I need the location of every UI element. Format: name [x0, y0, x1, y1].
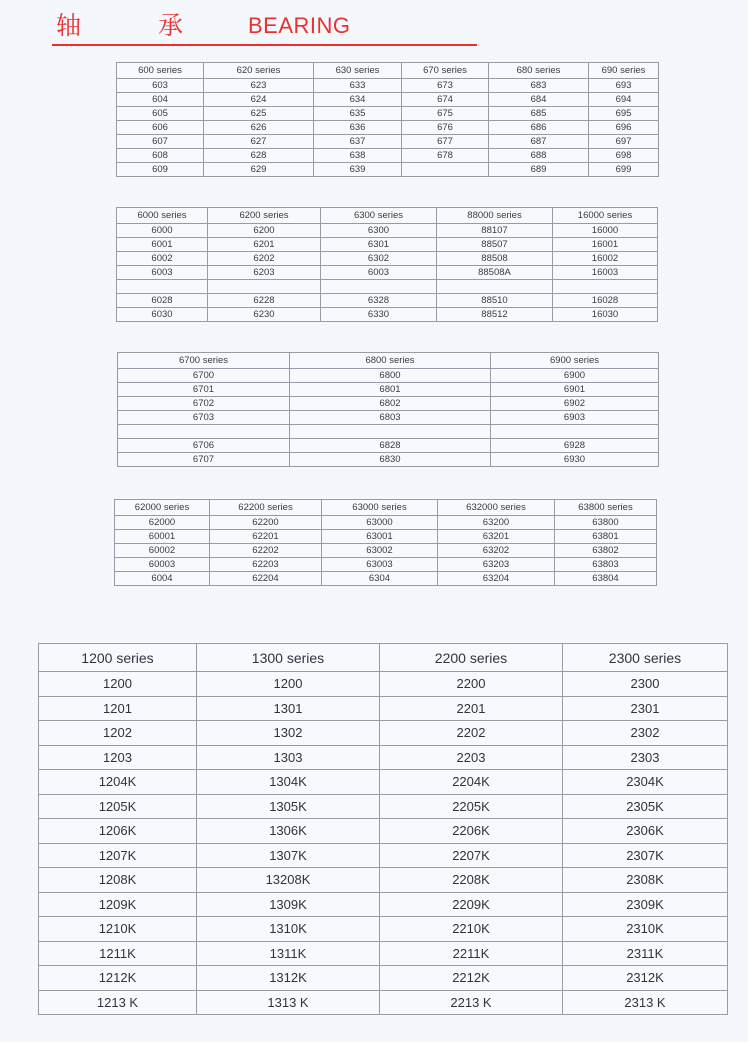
table-cell: 678 — [402, 149, 489, 163]
table-1200-2300-series — [38, 643, 728, 1015]
table-cell: 604 — [117, 93, 204, 107]
table-cell: 6200 — [208, 224, 321, 238]
table-row — [117, 224, 658, 238]
table-cell: 16002 — [553, 252, 658, 266]
table-cell: 609 — [117, 163, 204, 177]
table-cell: 697 — [589, 135, 659, 149]
table-cell: 6901 — [491, 383, 659, 397]
column-header: 6000 series — [117, 208, 208, 224]
table-cell: 2309K — [563, 892, 728, 917]
table-cell: 2205K — [380, 794, 563, 819]
table-cell: 6030 — [117, 308, 208, 322]
table-row — [117, 121, 659, 135]
table-cell: 16030 — [553, 308, 658, 322]
table-cell: 2207K — [380, 843, 563, 868]
table-cell: 2305K — [563, 794, 728, 819]
title-en: BEARING — [248, 13, 351, 38]
table-row — [39, 745, 728, 770]
table-cell: 673 — [402, 79, 489, 93]
table-cell — [491, 425, 659, 439]
table-cell: 6802 — [290, 397, 491, 411]
table-cell: 686 — [489, 121, 589, 135]
table-cell: 605 — [117, 107, 204, 121]
table-cell: 2201 — [380, 696, 563, 721]
table-cell: 2310K — [563, 917, 728, 942]
title-cn-bearing: 承 — [158, 11, 184, 40]
table-cell: 2301 — [563, 696, 728, 721]
table-cell: 1312K — [197, 966, 380, 991]
table-cell: 63803 — [555, 558, 657, 572]
table-cell: 63801 — [555, 530, 657, 544]
table-cell — [402, 163, 489, 177]
table-cell: 6304 — [322, 572, 438, 586]
table-cell: 637 — [314, 135, 402, 149]
table-cell: 677 — [402, 135, 489, 149]
table-cell: 2304K — [563, 770, 728, 795]
table-cell: 2200 — [380, 672, 563, 697]
table-cell: 2300 — [563, 672, 728, 697]
table-cell — [118, 425, 290, 439]
table-row — [117, 149, 659, 163]
table-cell: 603 — [117, 79, 204, 93]
table-62000-63800-series — [114, 499, 657, 586]
table-cell — [208, 280, 321, 294]
table-cell: 6203 — [208, 266, 321, 280]
table-cell: 687 — [489, 135, 589, 149]
column-header: 630 series — [314, 63, 402, 79]
table-cell: 1205K — [39, 794, 197, 819]
table-cell: 636 — [314, 121, 402, 135]
table-cell: 88508 — [437, 252, 553, 266]
table-cell: 6930 — [491, 453, 659, 467]
table-cell: 627 — [204, 135, 314, 149]
table-cell: 60002 — [115, 544, 210, 558]
table-cell: 689 — [489, 163, 589, 177]
table-cell: 62204 — [210, 572, 322, 586]
table-row — [115, 544, 657, 558]
table-cell: 639 — [314, 163, 402, 177]
table-cell: 6900 — [491, 369, 659, 383]
column-header: 63000 series — [322, 500, 438, 516]
table-cell: 6002 — [117, 252, 208, 266]
table-cell: 623 — [204, 79, 314, 93]
table-cell: 1212K — [39, 966, 197, 991]
table-cell: 16028 — [553, 294, 658, 308]
table-cell: 62000 — [115, 516, 210, 530]
table-cell: 1200 — [39, 672, 197, 697]
table-row — [117, 107, 659, 121]
column-header: 690 series — [589, 63, 659, 79]
table-cell: 1209K — [39, 892, 197, 917]
table-cell: 88510 — [437, 294, 553, 308]
table-cell: 6830 — [290, 453, 491, 467]
table-cell: 696 — [589, 121, 659, 135]
table-cell: 6803 — [290, 411, 491, 425]
column-header: 620 series — [204, 63, 314, 79]
table-cell: 62200 — [210, 516, 322, 530]
table-cell: 6202 — [208, 252, 321, 266]
table-cell: 1311K — [197, 941, 380, 966]
table-cell — [117, 280, 208, 294]
column-header: 680 series — [489, 63, 589, 79]
table-row — [118, 383, 659, 397]
table-cell: 6800 — [290, 369, 491, 383]
table-cell: 63000 — [322, 516, 438, 530]
table-row — [39, 892, 728, 917]
table-cell: 1201 — [39, 696, 197, 721]
table-cell: 684 — [489, 93, 589, 107]
table-row — [115, 558, 657, 572]
table-row — [39, 794, 728, 819]
table-cell: 63200 — [438, 516, 555, 530]
table-row — [39, 917, 728, 942]
table-cell: 6706 — [118, 439, 290, 453]
table-cell: 6330 — [321, 308, 437, 322]
table-row — [117, 79, 659, 93]
table-cell: 1302 — [197, 721, 380, 746]
table-cell: 6003 — [321, 266, 437, 280]
table-cell: 6828 — [290, 439, 491, 453]
table-cell: 63802 — [555, 544, 657, 558]
table-cell: 63003 — [322, 558, 438, 572]
table-cell: 2311K — [563, 941, 728, 966]
table-cell: 6801 — [290, 383, 491, 397]
table-cell: 62203 — [210, 558, 322, 572]
table-cell: 6302 — [321, 252, 437, 266]
table-cell: 88508A — [437, 266, 553, 280]
table-cell: 1206K — [39, 819, 197, 844]
table-cell: 6300 — [321, 224, 437, 238]
table-cell: 63201 — [438, 530, 555, 544]
table-cell: 6903 — [491, 411, 659, 425]
table-cell: 6928 — [491, 439, 659, 453]
table-row — [118, 397, 659, 411]
table-cell: 624 — [204, 93, 314, 107]
column-header: 670 series — [402, 63, 489, 79]
table-row — [117, 280, 658, 294]
column-header: 6200 series — [208, 208, 321, 224]
table-6000-16000-series — [116, 207, 658, 322]
column-header: 2200 series — [380, 644, 563, 672]
table-cell: 63203 — [438, 558, 555, 572]
table-cell — [290, 425, 491, 439]
table-cell: 1307K — [197, 843, 380, 868]
column-header: 6700 series — [118, 353, 290, 369]
column-header: 600 series — [117, 63, 204, 79]
table-row — [118, 369, 659, 383]
table-cell: 2206K — [380, 819, 563, 844]
column-header: 62000 series — [115, 500, 210, 516]
table-header-row — [117, 208, 658, 224]
table-cell: 2209K — [380, 892, 563, 917]
table-cell: 626 — [204, 121, 314, 135]
table-cell: 693 — [589, 79, 659, 93]
table-cell: 2210K — [380, 917, 563, 942]
column-header: 632000 series — [438, 500, 555, 516]
table-cell: 1305K — [197, 794, 380, 819]
table-cell: 1306K — [197, 819, 380, 844]
table-cell: 6702 — [118, 397, 290, 411]
table-cell: 2213 K — [380, 990, 563, 1015]
table-cell: 1207K — [39, 843, 197, 868]
header-underline — [52, 44, 477, 46]
table-row — [39, 696, 728, 721]
table-cell: 6000 — [117, 224, 208, 238]
table-cell: 63002 — [322, 544, 438, 558]
table-cell: 1310K — [197, 917, 380, 942]
table-cell: 1304K — [197, 770, 380, 795]
table-row — [39, 966, 728, 991]
table-row — [115, 516, 657, 530]
table-row — [118, 411, 659, 425]
table-row — [117, 135, 659, 149]
table-cell: 16000 — [553, 224, 658, 238]
table-row — [117, 163, 659, 177]
table-row — [39, 941, 728, 966]
table-cell: 1202 — [39, 721, 197, 746]
table-cell: 2211K — [380, 941, 563, 966]
table-cell: 2302 — [563, 721, 728, 746]
table-cell: 6700 — [118, 369, 290, 383]
table-cell: 6703 — [118, 411, 290, 425]
table-row — [115, 572, 657, 586]
table-cell: 635 — [314, 107, 402, 121]
table-cell: 699 — [589, 163, 659, 177]
table-cell: 6228 — [208, 294, 321, 308]
table-cell: 688 — [489, 149, 589, 163]
table-row — [117, 238, 658, 252]
table-cell: 625 — [204, 107, 314, 121]
table-cell: 1210K — [39, 917, 197, 942]
table-cell: 2307K — [563, 843, 728, 868]
column-header: 6800 series — [290, 353, 491, 369]
table-cell: 2204K — [380, 770, 563, 795]
table-cell: 63800 — [555, 516, 657, 530]
column-header: 1200 series — [39, 644, 197, 672]
column-header: 2300 series — [563, 644, 728, 672]
table-cell: 6001 — [117, 238, 208, 252]
table-row — [118, 425, 659, 439]
table-row — [117, 266, 658, 280]
table-600-690-series — [116, 62, 659, 177]
column-header: 6900 series — [491, 353, 659, 369]
table-cell: 6230 — [208, 308, 321, 322]
table-6700-6900-series — [117, 352, 659, 467]
table-cell: 60001 — [115, 530, 210, 544]
table-cell: 638 — [314, 149, 402, 163]
table-cell: 1301 — [197, 696, 380, 721]
table-cell: 1200 — [197, 672, 380, 697]
table-cell: 88107 — [437, 224, 553, 238]
table-cell: 628 — [204, 149, 314, 163]
table-row — [117, 308, 658, 322]
table-cell: 685 — [489, 107, 589, 121]
table-row — [39, 721, 728, 746]
table-header-row — [117, 63, 659, 79]
title-cn-axle: 轴 — [56, 11, 82, 40]
table-cell: 62201 — [210, 530, 322, 544]
column-header: 16000 series — [553, 208, 658, 224]
table-row — [115, 530, 657, 544]
table-row — [39, 843, 728, 868]
column-header: 63800 series — [555, 500, 657, 516]
table-row — [117, 294, 658, 308]
table-cell: 6328 — [321, 294, 437, 308]
table-cell: 606 — [117, 121, 204, 135]
table-cell: 2208K — [380, 868, 563, 893]
table-cell: 1203 — [39, 745, 197, 770]
table-row — [39, 770, 728, 795]
table-cell: 2306K — [563, 819, 728, 844]
table-cell — [553, 280, 658, 294]
table-cell: 1208K — [39, 868, 197, 893]
table-cell: 2202 — [380, 721, 563, 746]
table-cell: 16001 — [553, 238, 658, 252]
table-cell: 2308K — [563, 868, 728, 893]
table-cell: 629 — [204, 163, 314, 177]
table-cell: 13208K — [197, 868, 380, 893]
table-cell: 6902 — [491, 397, 659, 411]
table-cell: 6004 — [115, 572, 210, 586]
table-cell: 16003 — [553, 266, 658, 280]
table-cell: 6003 — [117, 266, 208, 280]
table-cell: 88507 — [437, 238, 553, 252]
table-cell: 674 — [402, 93, 489, 107]
table-cell: 88512 — [437, 308, 553, 322]
table-cell: 60003 — [115, 558, 210, 572]
table-cell: 6701 — [118, 383, 290, 397]
table-cell: 694 — [589, 93, 659, 107]
column-header: 88000 series — [437, 208, 553, 224]
table-cell: 2312K — [563, 966, 728, 991]
column-header: 62200 series — [210, 500, 322, 516]
table-cell: 633 — [314, 79, 402, 93]
table-cell: 675 — [402, 107, 489, 121]
table-cell: 608 — [117, 149, 204, 163]
table-cell: 634 — [314, 93, 402, 107]
table-cell: 63202 — [438, 544, 555, 558]
table-cell: 698 — [589, 149, 659, 163]
table-header-row — [39, 644, 728, 672]
table-cell: 695 — [589, 107, 659, 121]
table-row — [39, 672, 728, 697]
table-cell: 1303 — [197, 745, 380, 770]
table-cell: 6028 — [117, 294, 208, 308]
table-row — [118, 453, 659, 467]
table-row — [39, 819, 728, 844]
table-cell: 1211K — [39, 941, 197, 966]
table-cell — [321, 280, 437, 294]
table-header-row — [118, 353, 659, 369]
table-header-row — [115, 500, 657, 516]
table-row — [39, 990, 728, 1015]
table-row — [39, 868, 728, 893]
table-row — [118, 439, 659, 453]
table-cell: 2212K — [380, 966, 563, 991]
column-header: 1300 series — [197, 644, 380, 672]
column-header: 6300 series — [321, 208, 437, 224]
table-cell: 2313 K — [563, 990, 728, 1015]
table-row — [117, 93, 659, 107]
table-cell: 6301 — [321, 238, 437, 252]
table-cell: 1309K — [197, 892, 380, 917]
table-cell: 683 — [489, 79, 589, 93]
table-cell: 676 — [402, 121, 489, 135]
table-cell: 63001 — [322, 530, 438, 544]
table-cell: 62202 — [210, 544, 322, 558]
table-cell: 1313 K — [197, 990, 380, 1015]
table-cell: 2303 — [563, 745, 728, 770]
table-cell: 6707 — [118, 453, 290, 467]
table-cell: 2203 — [380, 745, 563, 770]
table-cell: 607 — [117, 135, 204, 149]
table-cell: 63804 — [555, 572, 657, 586]
table-cell — [437, 280, 553, 294]
table-row — [117, 252, 658, 266]
page-header — [0, 0, 748, 60]
table-cell: 6201 — [208, 238, 321, 252]
table-cell: 1204K — [39, 770, 197, 795]
table-cell: 1213 K — [39, 990, 197, 1015]
table-cell: 63204 — [438, 572, 555, 586]
